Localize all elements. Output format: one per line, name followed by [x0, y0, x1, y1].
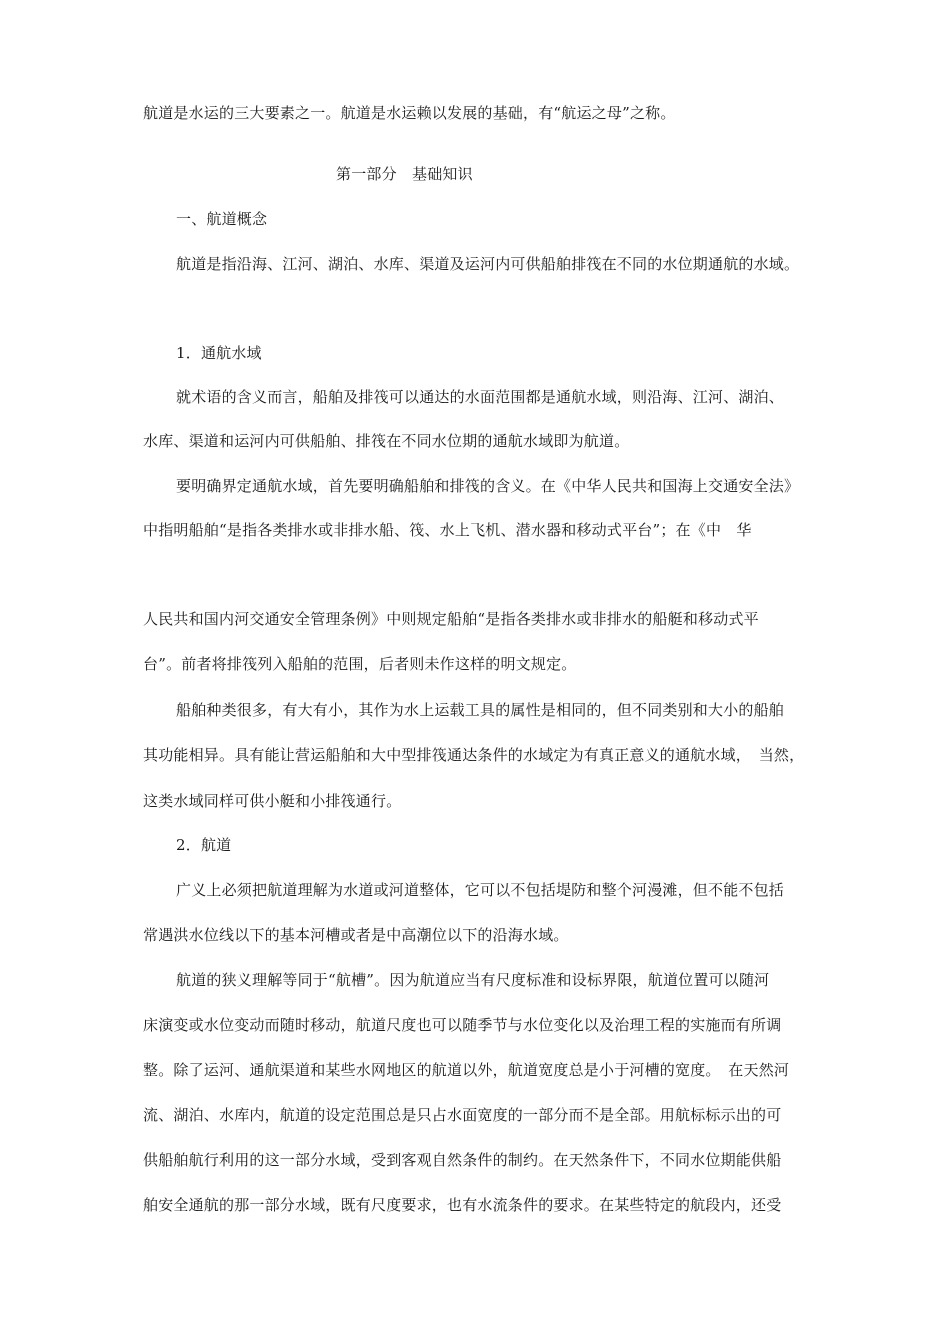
paragraph-line: 其功能相异。具有能让营运船舶和大中型排筏通达条件的水域定为有真正意义的通航水域， 当然， — [143, 746, 805, 764]
definition-paragraph: 航道是指沿海、江河、湖泊、水库、渠道及运河内可供船舶排筏在不同的水位期通航的水域。 — [176, 255, 800, 273]
paragraph-line: 供船舶航行利用的这一部分水域，受到客观自然条件的制约。在天然条件下，不同水位期能供船 — [143, 1151, 782, 1169]
part-title: 第一部分 基础知识 — [336, 165, 473, 183]
paragraph-line: 这类水域同样可供小艇和小排筏通行。 — [143, 792, 402, 810]
paragraph-line: 中指明船舶“是指各类排水或非排水船、筏、水上飞机、潜水器和移动式平台”；在《中 华 — [143, 521, 752, 539]
paragraph-line: 整。除了运河、通航渠道和某些水网地区的航道以外，航道宽度总是小于河槽的宽度。 在天然河 — [143, 1061, 790, 1079]
paragraph-line: 流、湖泊、水库内，航道的设定范围总是只占水面宽度的一部分而不是全部。用航标标示出的可 — [143, 1106, 782, 1124]
paragraph-line: 要明确界定通航水域，首先要明确船舶和排筏的含义。在《中华人民共和国海上交通安全法》 — [176, 477, 800, 495]
paragraph-line: 水库、渠道和运河内可供船舶、排筏在不同水位期的通航水域即为航道。 — [143, 432, 630, 450]
paragraph-line: 船舶种类很多，有大有小，其作为水上运载工具的属性是相同的，但不同类别和大小的船舶 — [176, 701, 785, 719]
paragraph-line: 就术语的含义而言，船舶及排筏可以通达的水面范围都是通航水域，则沿海、江河、湖泊、 — [176, 388, 785, 406]
section-heading-concept: 一、航道概念 — [176, 210, 268, 228]
paragraph-line: 常遇洪水位线以下的基本河槽或者是中高潮位以下的沿海水域。 — [143, 926, 569, 944]
paragraph-line: 人民共和国内河交通安全管理条例》中则规定船舶“是指各类排水或非排水的船艇和移动式平 — [143, 610, 759, 628]
paragraph-line: 床演变或水位变动而随时移动，航道尺度也可以随季节与水位变化以及治理工程的实施而有所调 — [143, 1016, 782, 1034]
subsection-heading-navigable-waters: 1．通航水域 — [176, 344, 262, 362]
subsection-heading-channel: 2．航道 — [176, 836, 232, 854]
paragraph-line: 台”。前者将排筏列入船舶的范围，后者则未作这样的明文规定。 — [143, 655, 577, 673]
paragraph-line: 舶安全通航的那一部分水域，既有尺度要求，也有水流条件的要求。在某些特定的航段内，还受 — [143, 1196, 782, 1214]
paragraph-line: 航道的狭义理解等同于“航槽”。因为航道应当有尺度标准和设标界限，航道位置可以随河 — [176, 971, 770, 989]
intro-paragraph: 航道是水运的三大要素之一。航道是水运赖以发展的基础，有“航运之母”之称。 — [143, 104, 676, 122]
paragraph-line: 广义上必须把航道理解为水道或河道整体，它可以不包括堤防和整个河漫滩，但不能不包括 — [176, 881, 785, 899]
